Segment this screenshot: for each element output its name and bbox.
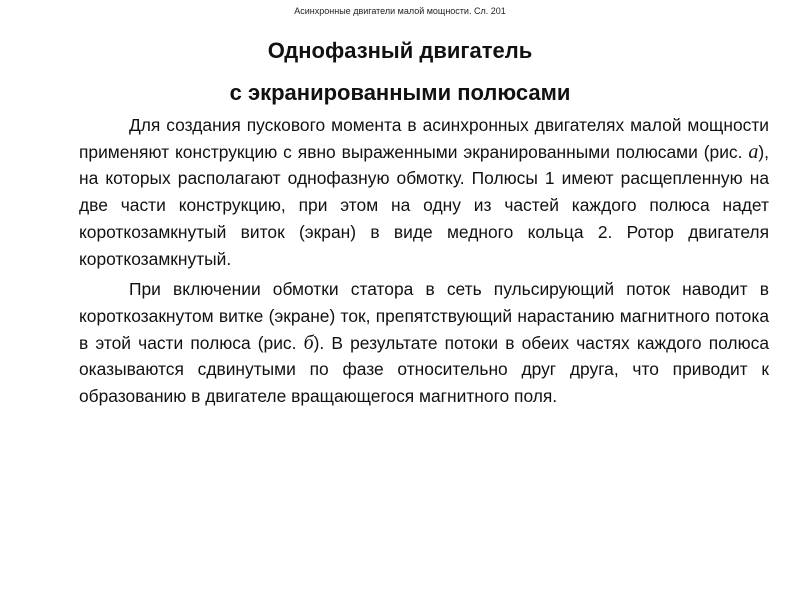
- figure-ref-b: б: [303, 331, 314, 354]
- title-line-1: Однофазный двигатель: [267, 38, 533, 63]
- slide-title: [0, 30, 800, 114]
- figure-ref-a: а: [748, 140, 759, 163]
- paragraph-2: [79, 276, 769, 410]
- paragraph-2-text-after: ). В результате потоки в обеих частях каждого полюса оказываются сдвинутыми по фазе относительно друг друга, что приводит к образованию в двигателе вращающегося магнитного поля.: [79, 332, 769, 407]
- paragraph-1-text-after: ), на которых располагают однофазную обмотку. Полюсы 1 имеют расщепленную на две части конструкцию, при этом на одну из частей каждого полюса надет короткозамкнутый виток (экран) в виде медного кольца 2. Ротор двигателя короткозамкнутый.: [79, 141, 769, 269]
- body-text: [79, 112, 769, 410]
- paragraph-2-text-before: При включении обмотки статора в сеть пульсирующий поток наводит в короткозакнутом витке (экране) ток, препятствующий нарастанию магнитного потока в этой части полюса (рис.: [79, 279, 769, 353]
- title-line-2: с экранированными полюсами: [229, 80, 571, 105]
- slide-header: Асинхронные двигатели малой мощности. Сл. 201: [294, 6, 506, 16]
- paragraph-1: [79, 112, 769, 272]
- paragraph-1-text-before: Для создания пускового момента в асинхронных двигателях малой мощности применяют конструкцию с явно выраженными экранированными полюсами (рис.: [79, 115, 769, 162]
